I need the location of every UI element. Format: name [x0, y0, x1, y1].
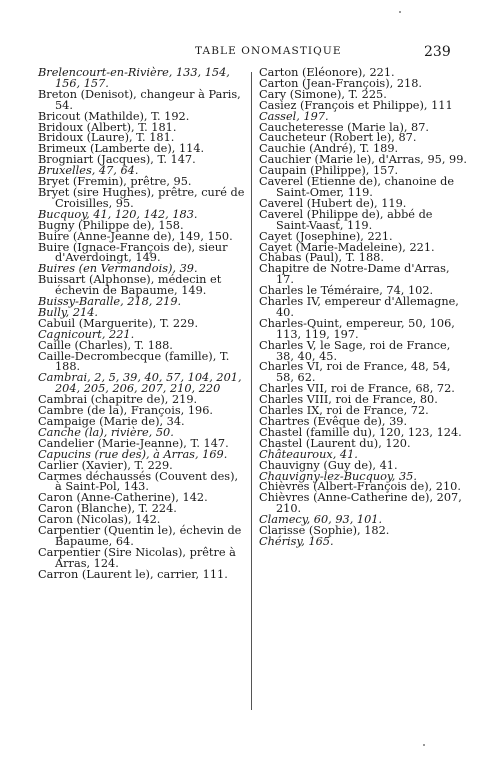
index-entry: Caverel (Etienne de), chanoine de Saint-Omer, 119.: [259, 175, 455, 199]
index-entry: Bucquoy, 41, 120, 142, 183.: [38, 207, 198, 221]
index-entry: Chapitre de Notre-Dame d'Arras, 17.: [259, 262, 450, 287]
index-entry: Bryet (Fremin), prêtre, 95.: [38, 175, 192, 189]
index-entry: Buissart (Alphonse), médecin et échevin de Bapaume, 149.: [38, 273, 222, 298]
index-entry: Châteauroux, 41.: [259, 447, 358, 461]
index-entry: Cary (Simone), T. 225.: [259, 87, 387, 101]
index-entry: Carton (Eléonore), 221.: [259, 66, 395, 79]
page-header: [0, 44, 484, 66]
page-number: 239: [424, 44, 451, 60]
index-entry: Bruxelles, 47, 64.: [38, 164, 139, 178]
index-entry: Caron (Anne-Catherine), 142.: [38, 491, 208, 505]
index-entry: Charles VII, roi de France, 68, 72.: [259, 382, 455, 396]
index-entry: Breton (Denisot), changeur à Paris, 54.: [38, 87, 241, 112]
index-entry: Candelier (Marie-Jeanne), T. 147.: [38, 436, 229, 450]
index-entry: Chauvigny (Guy de), 41.: [259, 458, 398, 472]
index-entry: Charles-Quint, empereur, 50, 106, 113, 119, 197.: [259, 316, 455, 341]
index-column-left: [38, 68, 246, 581]
index-entry: Caupain (Philippe), 157.: [259, 164, 399, 178]
index-entry: Chauvigny-lez-Bucquoy, 35.: [259, 469, 417, 483]
index-entry: Charles VI, roi de France, 48, 54, 58, 62.: [259, 360, 451, 385]
index-entry: Buires (en Vermandois), 39.: [38, 262, 198, 276]
index-entry: Clamecy, 60, 93, 101.: [259, 513, 383, 527]
index-entry: Cauchier (Marie le), d'Arras, 95, 99.: [259, 153, 467, 167]
index-entry: Charles V, le Sage, roi de France, 38, 40, 45.: [259, 338, 451, 363]
index-entry: Charles VIII, roi de France, 80.: [259, 393, 438, 407]
index-entry: Caverel (Hubert de), 119.: [259, 196, 407, 210]
index-entry: Canche (la), rivière, 50.: [38, 425, 174, 439]
index-entry: Capucins (rue des), à Arras, 169.: [38, 447, 228, 461]
index-entry: Cabuil (Marguerite), T. 229.: [38, 316, 199, 330]
column-divider: [251, 72, 252, 710]
index-entry: Carpentier (Sire Nicolas), prêtre à Arras, 124.: [38, 545, 236, 570]
index-entry: Buire (Anne-Jeanne de), 149, 150.: [38, 229, 233, 243]
index-entry: Carpentier (Quentin le), échevin de Bapaume, 64.: [38, 524, 242, 548]
index-entry: Bricout (Mathilde), T. 192.: [38, 109, 190, 123]
index-entry: Clarisse (Sophie), 182.: [259, 524, 390, 538]
speck-mark: [423, 744, 425, 746]
index-entry: Chartres (Evêque de), 39.: [259, 415, 408, 428]
index-entry: Caverel (Philippe de), abbé de Saint-Vaast, 119.: [259, 207, 433, 232]
index-entry: Cayet (Josephine), 221.: [259, 229, 393, 243]
index-entry: Caron (Blanche), T. 224.: [38, 502, 177, 516]
index-entry: Brelencourt-en-Rivière, 133, 154, 156, 157.: [38, 66, 230, 90]
index-entry: Bridoux (Albert), T. 181.: [38, 120, 177, 134]
index-entry: Cambrai (chapitre de), 219.: [38, 393, 198, 407]
index-entry: Cambrai, 2, 5, 39, 40, 57, 104, 201, 204, 205, 206, 207, 210, 220: [38, 371, 242, 396]
index-entry: Cambre (de la), François, 196.: [38, 404, 213, 418]
index-entry: Carlier (Xavier), T. 229.: [38, 458, 173, 472]
index-entry: Chièvres (Anne-Catherine de), 207, 210.: [259, 491, 462, 516]
running-title: TABLE ONOMASTIQUE: [195, 45, 342, 57]
index-entry: Chabas (Paul), T. 188.: [259, 251, 384, 265]
index-entry: Bryet (sire Hughes), prêtre, curé de Croisilles, 95.: [38, 185, 245, 210]
index-entry: Brogniart (Jacques), T. 147.: [38, 153, 196, 167]
index-entry: Carmes déchaussés (Couvent des), à Saint-Pol, 143.: [38, 469, 239, 494]
index-entry: Bridoux (Laure), T. 181.: [38, 131, 175, 145]
index-entry: Chastel (famille du), 120, 123, 124.: [259, 425, 462, 439]
index-entry: Cauchie (André), T. 189.: [259, 142, 399, 156]
index-entry: Charles le Téméraire, 74, 102.: [259, 284, 434, 298]
index-entry: Carron (Laurent le), carrier, 111.: [38, 567, 228, 581]
index-entry: Buissy-Baralle, 218, 219.: [38, 295, 182, 309]
index-entry: Caille (Charles), T. 188.: [38, 338, 173, 352]
index-entry: Casiez (François et Philippe), 111: [259, 98, 453, 112]
index-entry: Chastel (Laurent du), 120.: [259, 436, 411, 450]
index-entry: Caucheteur (Robert le), 87.: [259, 131, 417, 145]
index-entry: Carton (Jean-François), 218.: [259, 76, 422, 90]
index-entry: Chièvres (Albert-François de), 210.: [259, 480, 461, 494]
index-entry: Cagnicourt, 221.: [38, 327, 135, 341]
index-entry: Brimeux (Lamberte de), 114.: [38, 142, 205, 156]
index-entry: Chérisy, 165.: [259, 534, 334, 548]
index-entry: Campaige (Marie de), 34.: [38, 415, 185, 428]
speck-mark: [399, 11, 401, 13]
index-entry: Bugny (Philippe de), 158.: [38, 218, 184, 232]
index-entry: Caron (Nicolas), 142.: [38, 513, 161, 527]
index-entry: Bully, 214.: [38, 305, 99, 319]
index-entry: Caucheteresse (Marie la), 87.: [259, 120, 430, 134]
index-entry: Charles IX, roi de France, 72.: [259, 404, 429, 418]
index-entry: Charles IV, empereur d'Allemagne, 40.: [259, 295, 459, 319]
index-entry: Caille-Decrombecque (famille), T. 188.: [38, 349, 230, 374]
index-entry: Cassel, 197.: [259, 109, 329, 123]
index-column-right: [259, 68, 469, 548]
index-entry: Cayet (Marie-Madeleine), 221.: [259, 240, 435, 254]
index-entry: Buire (Ignace-François de), sieur d'Averdoingt, 149.: [38, 240, 228, 265]
